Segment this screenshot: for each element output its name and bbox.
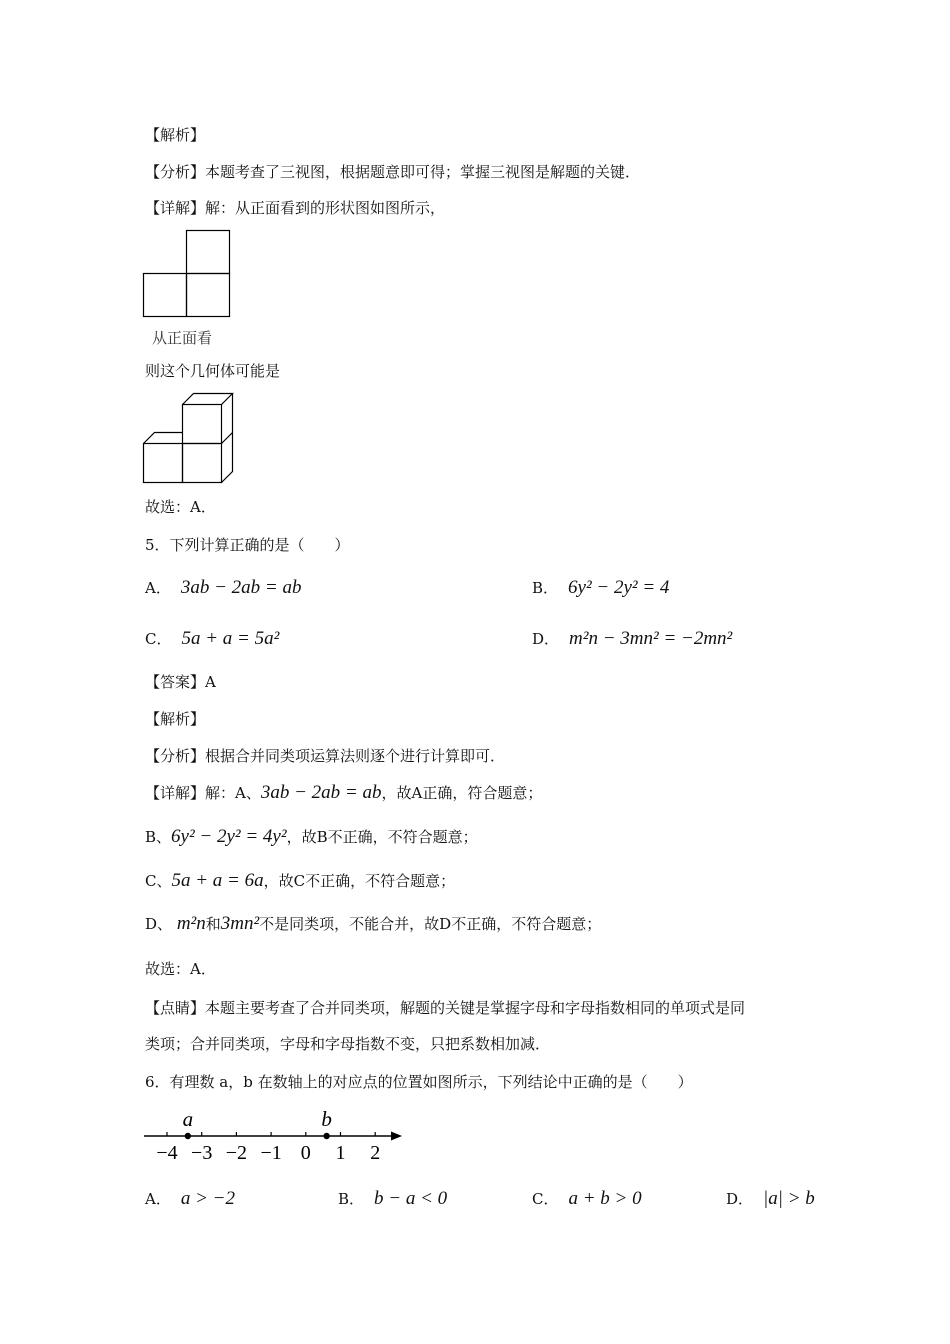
- option-expression: a > −2: [180, 1188, 235, 1209]
- then-sentence: 则这个几何体可能是: [145, 362, 281, 380]
- option-expression: b − a < 0: [374, 1188, 448, 1209]
- option-expression: 3ab − 2ab = ab: [180, 577, 302, 598]
- detail-suffix: ，故A正确，符合题意；: [381, 784, 543, 802]
- detail-prefix: 【详解】解：A、: [145, 784, 261, 802]
- detail-expression: 3ab − 2ab = ab: [260, 782, 382, 803]
- xiangjie-paragraph-1: 【详解】解：从正面看到的形状图如图所示，: [145, 199, 446, 217]
- q5-answer: 【答案】A: [145, 673, 216, 691]
- number-line-tick-label: −3: [191, 1142, 213, 1164]
- detail-suffix: ，故B不正确，不符合题意；: [286, 828, 478, 846]
- option-label: B．: [532, 579, 559, 597]
- front-view-top-square: [187, 231, 230, 274]
- option-expression: a + b > 0: [568, 1188, 642, 1209]
- detail-expression: 5a + a = 6a: [171, 870, 264, 891]
- q5-fenxi: 【分析】根据合并同类项运算法则逐个进行计算即可．: [145, 747, 506, 765]
- detail-prefix: B、: [145, 828, 172, 846]
- q6-stem: 6．有理数 a，b 在数轴上的对应点的位置如图所示，下列结论中正确的是（ ）: [145, 1073, 693, 1091]
- detail-expression-2: 3mn²: [220, 913, 260, 934]
- q5-option-c: [145, 627, 279, 651]
- q5-option-b: [532, 576, 669, 600]
- q5-detail-c: [145, 870, 455, 892]
- option-expression: m²n − 3mn² = −2mn²: [569, 628, 733, 649]
- number-line-tick-label: −2: [225, 1142, 248, 1164]
- q5-option-a: [145, 576, 302, 600]
- detail-prefix: D、: [145, 915, 173, 933]
- cube-solid-figure: [143, 393, 239, 485]
- point-b: [323, 1133, 329, 1139]
- fenxi-paragraph-1: 【分析】本题考查了三视图，根据题意即可得；掌握三视图是解题的关键．: [145, 163, 641, 181]
- option-label: C．: [532, 1190, 559, 1208]
- number-line-tick-label: −1: [260, 1142, 282, 1164]
- q6-option-c: [532, 1187, 642, 1211]
- detail-expression-1: m²n: [176, 913, 206, 934]
- q5-stem: 5．下列计算正确的是（ ）: [145, 536, 350, 554]
- front-view-figure: [143, 230, 235, 318]
- detail-prefix: C、: [145, 872, 172, 890]
- number-line-tick-label: −4: [156, 1142, 178, 1164]
- detail-expression: 6y² − 2y² = 4y²: [171, 826, 287, 847]
- q5-dianjing-line-1: 【点睛】本题主要考查了合并同类项，解题的关键是掌握字母和字母指数相同的单项式是同: [145, 999, 746, 1017]
- option-label: A．: [145, 1190, 171, 1208]
- point-a: [185, 1133, 191, 1139]
- q5-dianjing-line-2: 类项；合并同类项，字母和字母指数不变，只把系数相加减．: [145, 1035, 551, 1053]
- option-expression: 5a + a = 5a²: [181, 628, 280, 649]
- option-expression: 6y² − 2y² = 4: [568, 577, 670, 598]
- q6-option-a: [145, 1187, 235, 1211]
- q5-guxuan: 故选：A．: [145, 960, 216, 978]
- option-label: A．: [145, 579, 171, 597]
- number-line-tick-label: 0: [300, 1142, 311, 1164]
- q5-option-d: [532, 627, 732, 651]
- option-label: B．: [338, 1190, 365, 1208]
- front-view-right-square: [187, 274, 230, 317]
- option-label: D．: [726, 1190, 754, 1208]
- number-line-arrow-icon: [391, 1132, 402, 1141]
- front-view-left-square: [144, 274, 187, 317]
- jiexi-heading-1: 【解析】: [145, 126, 206, 144]
- q6-option-b: [338, 1187, 447, 1211]
- number-line-figure: [140, 1105, 410, 1167]
- detail-connector: 和: [205, 915, 221, 933]
- detail-suffix: ，故C不正确，不符合题意；: [263, 872, 456, 890]
- q5-detail-d: [145, 913, 601, 935]
- point-a-label: a: [182, 1107, 194, 1131]
- detail-suffix: 不是同类项，不能合并，故D不正确，不符合题意；: [259, 915, 602, 933]
- number-line-tick-label: 1: [335, 1142, 346, 1164]
- option-expression: |a| > b: [763, 1188, 815, 1209]
- option-label: D．: [532, 630, 560, 648]
- guxuan-1: 故选：A．: [145, 498, 216, 516]
- number-line-tick-label: 2: [370, 1142, 381, 1164]
- q6-option-d: [726, 1187, 815, 1211]
- option-label: C．: [145, 630, 172, 648]
- q5-detail-a: [145, 782, 542, 804]
- point-b-label: b: [321, 1107, 332, 1131]
- q5-jiexi-heading: 【解析】: [145, 710, 206, 728]
- front-view-caption: 从正面看: [152, 329, 213, 347]
- q5-detail-b: [145, 826, 478, 848]
